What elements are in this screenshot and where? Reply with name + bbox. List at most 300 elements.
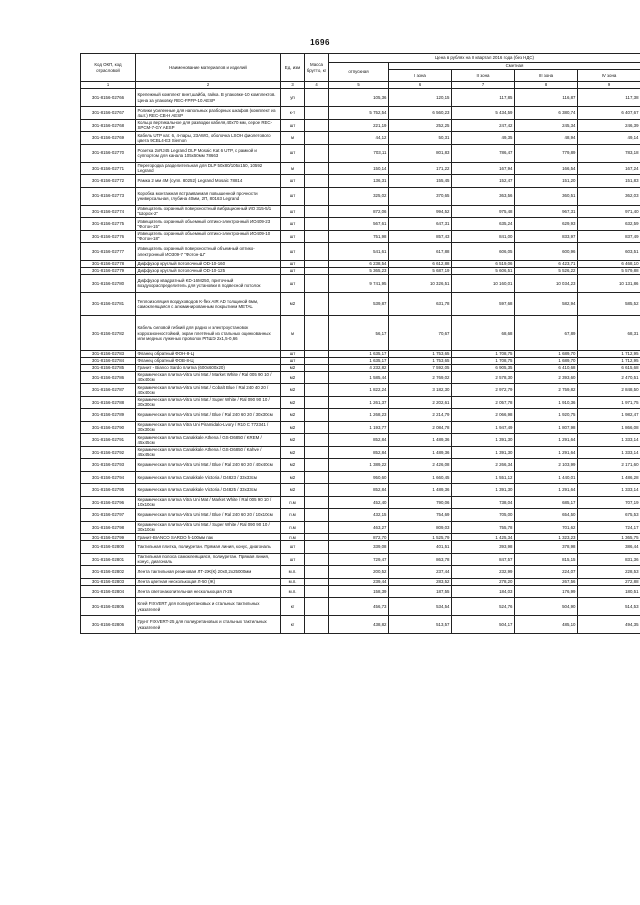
price-zone-1: 1 489,36	[389, 446, 452, 459]
item-code: 301-8156-02783	[81, 351, 136, 358]
item-unit: м	[281, 132, 305, 145]
price-zone-2: 1 391,30	[452, 446, 515, 459]
price-zone-3: 582,94	[515, 292, 578, 316]
price-zone-2: 2 266,34	[452, 459, 515, 472]
item-name: Извещатель охранный поверхностный объемный оптико-электронный ИО309-7 "Фотон-Ш"	[136, 243, 281, 261]
item-unit: шт	[281, 541, 305, 554]
price-zone-3: 6 410,68	[515, 364, 578, 371]
header-unit: Ед. изм	[281, 54, 305, 82]
item-name: Керамическая плитка Vitra Uni Mat / Market White / Ral 005 90 10 / 10х10см	[136, 496, 281, 509]
price-zone-3: 1 807,98	[515, 421, 578, 434]
price-zone-4: 1 982,47	[578, 409, 640, 422]
item-name: Гранит-BIANCO SARDO h-100мм пак	[136, 534, 281, 541]
item-code: 301-8156-02787	[81, 384, 136, 397]
item-mass	[305, 175, 329, 188]
price-zone-3: 2 103,99	[515, 459, 578, 472]
table-row	[81, 521, 640, 534]
item-mass	[305, 396, 329, 409]
table-row	[81, 509, 640, 522]
table-row	[81, 162, 640, 175]
price-zone-2: 841,00	[452, 230, 515, 243]
price-zone-3: 701,62	[515, 521, 578, 534]
price-zone-1: 283,52	[389, 578, 452, 585]
price-zone-4: 783,18	[578, 144, 640, 162]
price-zone-3: 504,90	[515, 598, 578, 616]
price-zone-2: 635,24	[452, 218, 515, 231]
price-zone-1: 801,83	[389, 144, 452, 162]
price-zone-1: 1 525,79	[389, 534, 452, 541]
column-number: 2	[136, 82, 281, 89]
item-mass	[305, 89, 329, 107]
item-unit: шт	[281, 230, 305, 243]
item-unit: м2	[281, 434, 305, 447]
item-code: 301-8156-02785	[81, 364, 136, 371]
item-unit: шт	[281, 274, 305, 292]
price-otpusk: 567,61	[329, 218, 389, 231]
table-row	[81, 434, 640, 447]
item-code: 301-8156-02800	[81, 541, 136, 554]
item-unit: уп	[281, 89, 305, 107]
item-mass	[305, 218, 329, 231]
price-zone-4: 49,14	[578, 132, 640, 145]
price-otpusk: 150,14	[329, 162, 389, 175]
item-code: 301-8156-02795	[81, 484, 136, 497]
price-zone-4: 514,53	[578, 598, 640, 616]
price-zone-2: 1 391,30	[452, 434, 515, 447]
price-zone-4: 68,31	[578, 316, 640, 351]
price-zone-4: 603,51	[578, 243, 640, 261]
price-otpusk: 438,82	[329, 616, 389, 634]
price-zone-3: 833,97	[515, 230, 578, 243]
item-name: Диффузор квадратный KD-16M250, приточный воздухораспределитель для установки в подвесной потолок	[136, 274, 281, 292]
item-unit: м2	[281, 471, 305, 484]
price-zone-2: 393,98	[452, 541, 515, 554]
price-otpusk: 5 365,23	[329, 267, 389, 274]
item-name: Коробка монтажная встраиваемая повышенной прочности универсальная, глубина 40мм, 2П, 80163 Legrand	[136, 187, 281, 205]
price-zone-1: 863,78	[389, 553, 452, 566]
price-zone-1: 7 592,05	[389, 364, 452, 371]
item-name: Перегородка разделительная для DLP 50х80/105х150, 10592 Legrand	[136, 162, 281, 175]
item-name: Тактильная плитка, полиуретан. Прямая линия, конус, диагональ	[136, 541, 281, 554]
item-unit: м	[281, 316, 305, 351]
item-name: Лента светонакопительная несколькоцая Л-25	[136, 585, 281, 598]
price-zone-4: 2 848,50	[578, 384, 640, 397]
price-zone-2: 504,17	[452, 616, 515, 634]
price-zone-3: 378,98	[515, 541, 578, 554]
item-unit: кг	[281, 616, 305, 634]
price-zone-4: 117,38	[578, 89, 640, 107]
header-zone-3: III зона	[515, 70, 578, 82]
table-row	[81, 89, 640, 107]
price-otpusk: 463,27	[329, 521, 389, 534]
price-otpusk: 872,06	[329, 205, 389, 218]
price-otpusk: 1 635,17	[329, 351, 389, 358]
item-code: 301-8156-02767	[81, 107, 136, 120]
item-name: Керамическая плитка Vitra Uni Piramidalo-Lvory / R10 C 772341 / 30х30см	[136, 421, 281, 434]
item-name: Керамическая плитка Canakkale Athena / GS-D6850 / Kahve / 45х45см	[136, 446, 281, 459]
item-code: 301-8156-02789	[81, 409, 136, 422]
item-mass	[305, 578, 329, 585]
item-mass	[305, 409, 329, 422]
item-unit: м2	[281, 409, 305, 422]
price-zone-2: 6 519,06	[452, 261, 515, 268]
item-unit: шт	[281, 205, 305, 218]
item-name: Керамическая плитка-Vitra Uni Mat / Super White / Ral 090 90 10 / 30х30см	[136, 396, 281, 409]
item-unit: шт	[281, 187, 305, 205]
table-row	[81, 384, 640, 397]
price-zone-3: 6 423,71	[515, 261, 578, 268]
price-zone-1: 647,31	[389, 218, 452, 231]
price-zone-1: 50,31	[389, 132, 452, 145]
price-otpusk: 105,36	[329, 89, 389, 107]
price-zone-1: 10 326,51	[389, 274, 452, 292]
price-zone-2: 524,76	[452, 598, 515, 616]
price-otpusk: 950,60	[329, 471, 389, 484]
column-number: 4	[305, 82, 329, 89]
price-zone-1: 6 560,23	[389, 107, 452, 120]
table-row	[81, 409, 640, 422]
item-mass	[305, 446, 329, 459]
price-zone-3: 166,54	[515, 162, 578, 175]
price-zone-1: 857,43	[389, 230, 452, 243]
price-zone-2: 2 057,78	[452, 396, 515, 409]
price-zone-2: 847,57	[452, 553, 515, 566]
item-name: Керамическая плитка-Vitra Uni Mat / Market White / Ral 005 90 10 / 40х40см	[136, 371, 281, 384]
item-name: Кабель силовой гибкий для радио и электроустановок коррозионностойкий, экран плетёный из стальных оцинкованных или медных луженых проволок РПШЭ 2х1,5-0,66	[136, 316, 281, 351]
header-code: Код ОКП, код отрасловой	[81, 54, 136, 82]
price-zone-3: 267,56	[515, 578, 578, 585]
price-zone-2: 755,78	[452, 521, 515, 534]
item-code: 301-8156-02768	[81, 119, 136, 132]
price-otpusk: 1 635,17	[329, 357, 389, 364]
price-zone-1: 5 687,19	[389, 267, 452, 274]
price-zone-3: 2 759,82	[515, 384, 578, 397]
price-zone-1: 171,22	[389, 162, 452, 175]
price-zone-3: 116,87	[515, 89, 578, 107]
price-zone-4: 180,51	[578, 585, 640, 598]
table-row	[81, 230, 640, 243]
price-zone-2: 278,20	[452, 578, 515, 585]
table-row	[81, 471, 640, 484]
price-otpusk: 703,11	[329, 144, 389, 162]
item-code: 301-8156-02791	[81, 434, 136, 447]
price-zone-2: 152,47	[452, 175, 515, 188]
price-zone-1: 1 753,65	[389, 351, 452, 358]
item-code: 301-8156-02777	[81, 243, 136, 261]
price-zone-3: 6 380,74	[515, 107, 578, 120]
item-name: Извещатель охранный поверхностный вибрационный ИО 315-5/1 "Шорох-2"	[136, 205, 281, 218]
item-name: Фланец обратный ФОН-8-Ц	[136, 351, 281, 358]
price-zone-4: 1 333,14	[578, 434, 640, 447]
item-code: 301-8156-02769	[81, 132, 136, 145]
price-zone-1: 252,25	[389, 119, 452, 132]
price-otpusk: 158,39	[329, 585, 389, 598]
price-zone-1: 2 214,79	[389, 409, 452, 422]
item-unit: м	[281, 162, 305, 175]
table-row	[81, 585, 640, 598]
price-zone-4: 494,35	[578, 616, 640, 634]
item-name: Извещатель охранный объемный оптико-электронный ИО409-10 "Фотон-18"	[136, 230, 281, 243]
price-zone-3: 1 291,64	[515, 434, 578, 447]
item-mass	[305, 521, 329, 534]
price-otpusk: 872,70	[329, 534, 389, 541]
price-zone-1: 534,54	[389, 598, 452, 616]
item-mass	[305, 230, 329, 243]
item-mass	[305, 132, 329, 145]
column-number: 3	[281, 82, 305, 89]
price-zone-4: 2 171,60	[578, 459, 640, 472]
item-unit: м.п.	[281, 566, 305, 579]
price-zone-2: 2 066,98	[452, 409, 515, 422]
item-name: Извещатель охранный объемный оптико-электронный ИО409-23 "Фотон-15"	[136, 218, 281, 231]
table-row	[81, 351, 640, 358]
table-row	[81, 218, 640, 231]
table-row	[81, 396, 640, 409]
item-code: 301-8156-02792	[81, 446, 136, 459]
item-code: 301-8156-02772	[81, 175, 136, 188]
item-unit: м2	[281, 384, 305, 397]
item-mass	[305, 292, 329, 316]
price-zone-4: 971,40	[578, 205, 640, 218]
item-unit: м2	[281, 371, 305, 384]
price-zone-4: 228,53	[578, 566, 640, 579]
price-zone-2: 6 905,35	[452, 364, 515, 371]
header-price-group: Цена в рублях на II квартал 2016 года (без НДС)	[329, 54, 640, 63]
header-zone-4: IV зона	[578, 70, 640, 82]
table-row	[81, 187, 640, 205]
price-otpusk: 852,84	[329, 434, 389, 447]
price-otpusk: 339,08	[329, 541, 389, 554]
item-name: Керамическая плитка-Vitra Uni Mat / Blue / Ral 240 60 20 / 40х40см	[136, 459, 281, 472]
item-mass	[305, 371, 329, 384]
price-zone-2: 68,68	[452, 316, 515, 351]
price-zone-1: 6 612,88	[389, 261, 452, 268]
price-sheet	[80, 53, 640, 634]
table-row	[81, 267, 640, 274]
price-zone-4: 151,83	[578, 175, 640, 188]
item-mass	[305, 267, 329, 274]
price-zone-4: 246,39	[578, 119, 640, 132]
price-zone-1: 617,88	[389, 243, 452, 261]
price-zone-2: 606,05	[452, 243, 515, 261]
price-zone-3: 5 526,22	[515, 267, 578, 274]
item-mass	[305, 274, 329, 292]
price-zone-3: 654,50	[515, 509, 578, 522]
price-zone-2: 1 708,75	[452, 357, 515, 364]
table-row	[81, 364, 640, 371]
item-code: 301-8156-02784	[81, 357, 136, 364]
price-zone-1: 1 660,45	[389, 471, 452, 484]
price-zone-4: 675,53	[578, 509, 640, 522]
item-mass	[305, 598, 329, 616]
item-code: 301-8156-02796	[81, 496, 136, 509]
item-unit: м2	[281, 459, 305, 472]
price-zone-1: 2 084,78	[389, 421, 452, 434]
item-code: 301-8156-02774	[81, 205, 136, 218]
item-code: 301-8156-02779	[81, 267, 136, 274]
item-mass	[305, 357, 329, 364]
price-zone-3: 967,31	[515, 205, 578, 218]
table-row	[81, 316, 640, 351]
item-mass	[305, 616, 329, 634]
item-name: Крепежный комплект винт,шайба, гайка. В упаковке-10 комплектов. Цена за упаковку REC-FPFP-10 AESP	[136, 89, 281, 107]
table-row	[81, 616, 640, 634]
item-mass	[305, 509, 329, 522]
price-zone-2: 1 551,12	[452, 471, 515, 484]
price-zone-3: 685,17	[515, 496, 578, 509]
price-zone-4: 1 866,08	[578, 421, 640, 434]
price-zone-1: 1 489,36	[389, 484, 452, 497]
price-zone-4: 386,44	[578, 541, 640, 554]
price-zone-3: 485,10	[515, 616, 578, 634]
price-zone-1: 631,78	[389, 292, 452, 316]
item-name: Гранит - Bianco Sardo плитка (600х600х20)	[136, 364, 281, 371]
price-otpusk: 44,12	[329, 132, 389, 145]
item-mass	[305, 496, 329, 509]
item-unit: м2	[281, 364, 305, 371]
price-zone-2: 786,47	[452, 144, 515, 162]
price-zone-3: 151,20	[515, 175, 578, 188]
item-mass	[305, 566, 329, 579]
table-row	[81, 484, 640, 497]
price-zone-1: 790,06	[389, 496, 452, 509]
price-zone-4: 837,49	[578, 230, 640, 243]
price-zone-2: 975,48	[452, 205, 515, 218]
item-name: Рамка 2 мм 4М (супп. 80252) Legrand Mosaic 78814	[136, 175, 281, 188]
price-otpusk: 221,19	[329, 119, 389, 132]
item-mass	[305, 364, 329, 371]
price-zone-3: 1 323,23	[515, 534, 578, 541]
price-zone-2: 363,56	[452, 187, 515, 205]
item-unit: м.п.	[281, 585, 305, 598]
price-zone-4: 10 131,86	[578, 274, 640, 292]
price-zone-2: 1 708,75	[452, 351, 515, 358]
table-row	[81, 132, 640, 145]
price-zone-3: 629,93	[515, 218, 578, 231]
table-row	[81, 496, 640, 509]
price-zone-3: 2 393,60	[515, 371, 578, 384]
item-unit: м2	[281, 421, 305, 434]
price-zone-4: 1 486,28	[578, 471, 640, 484]
price-otpusk: 200,52	[329, 566, 389, 579]
table-row	[81, 421, 640, 434]
price-zone-2: 10 160,01	[452, 274, 515, 292]
price-zone-4: 1 971,75	[578, 396, 640, 409]
price-zone-1: 754,69	[389, 509, 452, 522]
price-zone-2: 117,85	[452, 89, 515, 107]
price-zone-4: 6 407,67	[578, 107, 640, 120]
item-name: Керамическая плитка-Vitra Uni Mat / Cobalt Blue / Ral 240 40 20 / 40х40см	[136, 384, 281, 397]
price-zone-4: 272,88	[578, 578, 640, 585]
price-zone-4: 632,59	[578, 218, 640, 231]
price-otpusk: 1 261,37	[329, 396, 389, 409]
price-zone-4: 724,17	[578, 521, 640, 534]
item-code: 301-8156-02804	[81, 585, 136, 598]
price-zone-4: 585,52	[578, 292, 640, 316]
item-code: 301-8156-02802	[81, 566, 136, 579]
price-otpusk: 539,87	[329, 292, 389, 316]
price-zone-3: 1 910,36	[515, 396, 578, 409]
price-otpusk: 239,44	[329, 578, 389, 585]
price-zone-2: 49,35	[452, 132, 515, 145]
price-zone-1: 1 753,65	[389, 357, 452, 364]
price-zone-4: 5 579,88	[578, 267, 640, 274]
price-zone-3: 10 034,23	[515, 274, 578, 292]
price-otpusk: 1 822,24	[329, 384, 389, 397]
table-row	[81, 274, 640, 292]
item-mass	[305, 434, 329, 447]
item-mass	[305, 107, 329, 120]
price-zone-2: 1 391,30	[452, 484, 515, 497]
item-unit: м2	[281, 446, 305, 459]
price-zone-2: 184,03	[452, 585, 515, 598]
price-zone-4: 1 365,75	[578, 534, 640, 541]
item-name: Тактильная полоса самоклеящаяся, полиуретан. Прямая линия, конус, диагональ	[136, 553, 281, 566]
price-zone-1: 2 769,02	[389, 371, 452, 384]
price-otpusk: 751,98	[329, 230, 389, 243]
price-zone-3: 224,07	[515, 566, 578, 579]
column-number-row	[81, 82, 640, 89]
price-zone-1: 3 182,30	[389, 384, 452, 397]
item-code: 301-8156-02797	[81, 509, 136, 522]
price-otpusk: 852,84	[329, 484, 389, 497]
price-zone-2: 705,00	[452, 509, 515, 522]
item-name: Керамическая плитка Canakkale Victoria / D4825 / 33х33см	[136, 484, 281, 497]
item-code: 301-8156-02799	[81, 534, 136, 541]
item-mass	[305, 243, 329, 261]
item-code: 301-8156-02781	[81, 292, 136, 316]
price-otpusk: 4 232,82	[329, 364, 389, 371]
price-otpusk: 452,40	[329, 496, 389, 509]
price-otpusk: 136,31	[329, 175, 389, 188]
item-name: Ролики усиленные для напольных разборных шкафов (комплект из 4шт.) REC-CB-H AESP	[136, 107, 281, 120]
price-zone-4: 2 470,51	[578, 371, 640, 384]
item-code: 301-8156-02801	[81, 553, 136, 566]
item-name: Керамическая плитка Canakkale Victoria / D4823 / 33х33см	[136, 471, 281, 484]
item-name: Кольцо вертикальное для разводки кабеля,40х70 мм, серое REC-SPCM-7-GY AESP	[136, 119, 281, 132]
price-otpusk: 541,61	[329, 243, 389, 261]
table-row	[81, 446, 640, 459]
price-zone-4: 1 712,95	[578, 351, 640, 358]
item-unit: шт	[281, 119, 305, 132]
price-zone-1: 2 426,08	[389, 459, 452, 472]
item-code: 301-8156-02805	[81, 598, 136, 616]
item-unit: кг	[281, 598, 305, 616]
item-code: 301-8156-02773	[81, 187, 136, 205]
table-row	[81, 175, 640, 188]
item-name: Диффузор круглый потолочный OD-10-125	[136, 267, 281, 274]
price-otpusk: 729,47	[329, 553, 389, 566]
price-zone-1: 370,65	[389, 187, 452, 205]
item-code: 301-8156-02793	[81, 459, 136, 472]
column-number: 6	[389, 82, 452, 89]
price-zone-4: 6 615,68	[578, 364, 640, 371]
item-mass	[305, 187, 329, 205]
price-zone-1: 994,52	[389, 205, 452, 218]
price-zone-4: 167,24	[578, 162, 640, 175]
column-number: 9	[578, 82, 640, 89]
item-name: Керамическая плитка-Vitra Uni Mat / Blue / Ral 240 60 20 / 30х30см	[136, 409, 281, 422]
price-zone-3: 48,94	[515, 132, 578, 145]
item-name: Розетка 2xRJ45 Legrand DLP Mosaic Kat 6 UTP, с рамкой и суппортом для канала 105х50мм 78663	[136, 144, 281, 162]
item-code: 301-8156-02782	[81, 316, 136, 351]
price-otpusk: 852,84	[329, 446, 389, 459]
price-zone-3: 600,96	[515, 243, 578, 261]
price-zone-2: 5 606,51	[452, 267, 515, 274]
price-otpusk: 1 389,22	[329, 459, 389, 472]
table-row	[81, 261, 640, 268]
item-mass	[305, 205, 329, 218]
